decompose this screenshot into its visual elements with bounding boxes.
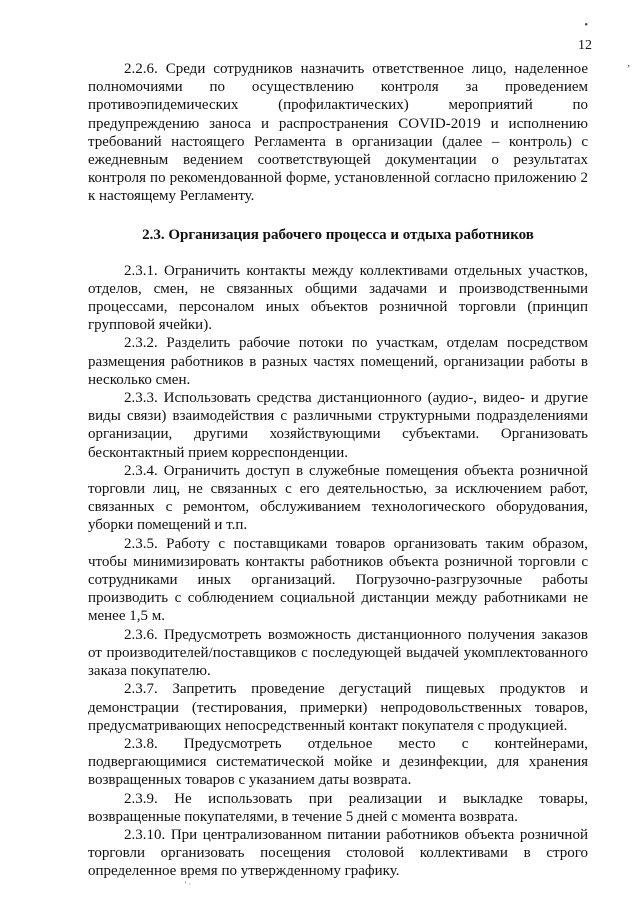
paragraph-2-3-5: 2.3.5. Работу с поставщиками товаров организовать таким образом, чтобы минимизировать контакты работников объекта розничной торговли с сотрудниками иных организаций. Погрузочно-разгрузочные работы производить с соблюдением социальной дистанции между работниками не менее 1,5 м.	[88, 535, 588, 625]
paragraph-2-3-9: 2.3.9. Не использовать при реализации и выкладке товары, возвращенные покупателями, в течение 5 дней с момента возврата.	[88, 790, 588, 825]
paragraph-2-3-10: 2.3.10. При централизованном питании работников объекта розничной торговли организовать посещения столовой коллективами в строго определенное время по утвержденному графику.	[88, 826, 588, 880]
top-scan-mark: •	[584, 20, 588, 31]
page-number: 12	[578, 38, 592, 53]
paragraph-2-3-3: 2.3.3. Использовать средства дистанционного (аудио-, видео- и другие виды связи) взаимодействия с различными структурными подразделениями организации, другими хозяйствующими субъектами. Организовать бесконтактный прием корреспонденции.	[88, 390, 588, 461]
side-scan-mark: ,	[627, 58, 630, 69]
document-content	[88, 60, 588, 881]
bottom-scan-mark: ' ·	[185, 880, 192, 889]
paragraph-2-3-1: 2.3.1. Ограничить контакты между коллективами отдельных участков, отделов, смен, не связанных общими задачами и производственными процессами, персоналом иных объектов розничной торговли (принцип групповой ячейки).	[88, 262, 588, 334]
section-heading: 2.3. Организация рабочего процесса и отдыха работников	[142, 226, 534, 243]
paragraph-2-3-8: 2.3.8. Предусмотреть отдельное место с контейнерами, подвергающимися систематической мойке и дезинфекции, для хранения возвращенных товаров с указанием даты возврата.	[88, 735, 588, 789]
paragraph-2-2-6: 2.2.6. Среди сотрудников назначить ответственное лицо, наделенное полномочиями по осуществлению контроля за проведением противоэпидемических (профилактических) мероприятий по предупреждению заноса и распространения COVID-2019 и исполнению требований настоящего Регламента в организации (далее – контроль) с ежедневным ведением соответствующей документации о результатах контроля по рекомендованной форме, установленной согласно приложению 2 к настоящему Регламенту.	[88, 61, 588, 205]
paragraph-2-3-6: 2.3.6. Предусмотреть возможность дистанционного получения заказов от производителей/поставщиков с последующей выдачей укомплектованного заказа покупателю.	[88, 626, 588, 680]
paragraph-2-3-7: 2.3.7. Запретить проведение дегустаций пищевых продуктов и демонстрации (тестирования, примерки) непродовольственных товаров, предусматривающих непосредственный контакт покупателя с продукцией.	[88, 681, 588, 734]
paragraph-2-3-4: 2.3.4. Ограничить доступ в служебные помещения объекта розничной торговли лиц, не связанных с его деятельностью, за исключением работ, связанных с ремонтом, обслуживанием технологического оборудования, уборки помещений и т.п.	[88, 462, 588, 534]
paragraph-2-3-2: 2.3.2. Разделить рабочие потоки по участкам, отделам посредством размещения работников в разных частях помещений, организации работы в несколько смен.	[88, 335, 588, 388]
